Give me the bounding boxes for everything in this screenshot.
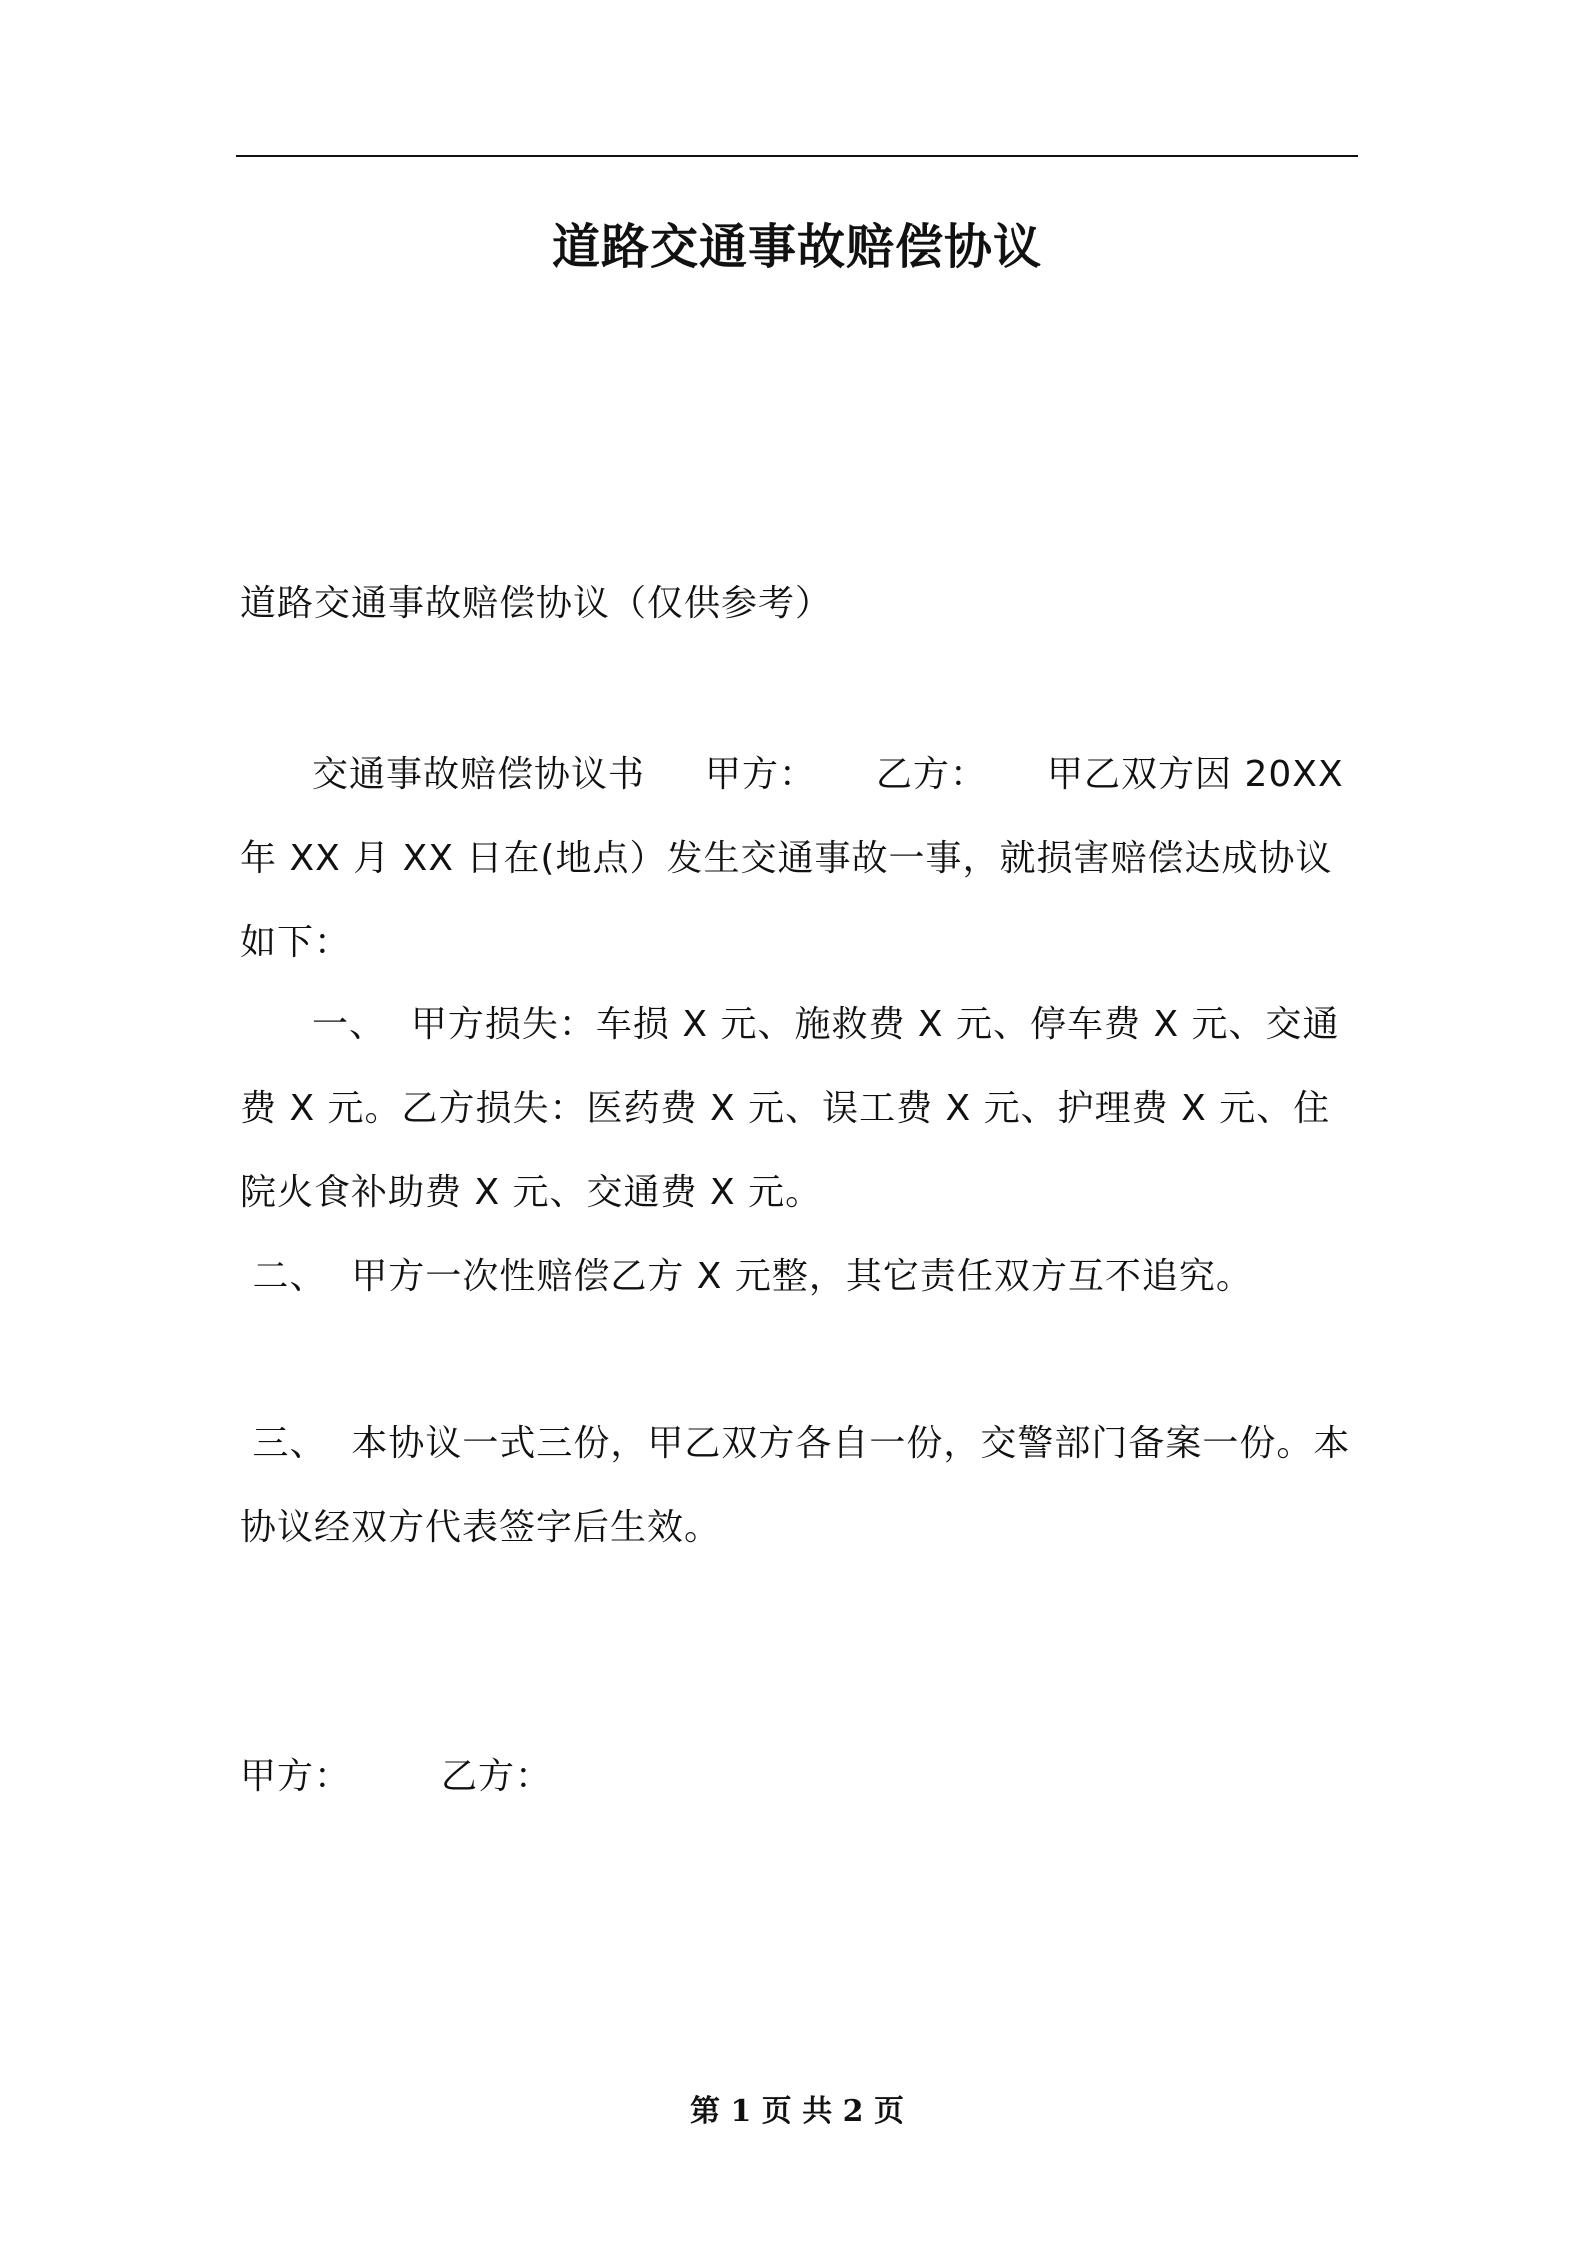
document-subtitle: 道路交通事故赔偿协议（仅供参考）	[240, 583, 833, 624]
intro-paragraph	[240, 733, 1356, 985]
clause-2	[240, 1235, 1356, 1319]
signature-party-a: 甲方：	[240, 1756, 352, 1797]
signature-party-b: 乙方：	[441, 1756, 553, 1797]
page-title: 道路交通事故赔偿协议	[551, 219, 1042, 275]
clause-text: 本协议一式三份，甲乙双方各自一份，交警部门备案一份。本协议经双方代表签字后生效。	[240, 1423, 1351, 1548]
header-rule	[236, 155, 1358, 157]
clause-3	[240, 1402, 1356, 1570]
clause-number: 二、	[252, 1256, 327, 1297]
agreement-heading: 交通事故赔偿协议书	[312, 754, 646, 795]
page-number: 第 1 页 共 2 页	[690, 2094, 904, 2129]
clause-number: 一、	[312, 1004, 387, 1045]
party-b-label: 乙方：	[876, 754, 988, 795]
party-a-label: 甲方：	[705, 754, 817, 795]
signature-line	[240, 1735, 1356, 1819]
clause-1	[240, 983, 1356, 1235]
clause-number: 三、	[252, 1423, 327, 1464]
intro-text: 甲乙双方因 20XX 年 XX 月 XX 日在(地点）发生交通事故一事，就损害赔偿达成协议如下：	[240, 754, 1344, 963]
clause-text: 甲方损失：车损 X 元、施救费 X 元、停车费 X 元、交通费 X 元。乙方损失：医药费 X 元、误工费 X 元、护理费 X 元、住院火食补助费 X 元、交通费 X 元。	[240, 1004, 1340, 1213]
clause-text: 甲方一次性赔偿乙方 X 元整，其它责任双方互不追究。	[351, 1256, 1253, 1297]
